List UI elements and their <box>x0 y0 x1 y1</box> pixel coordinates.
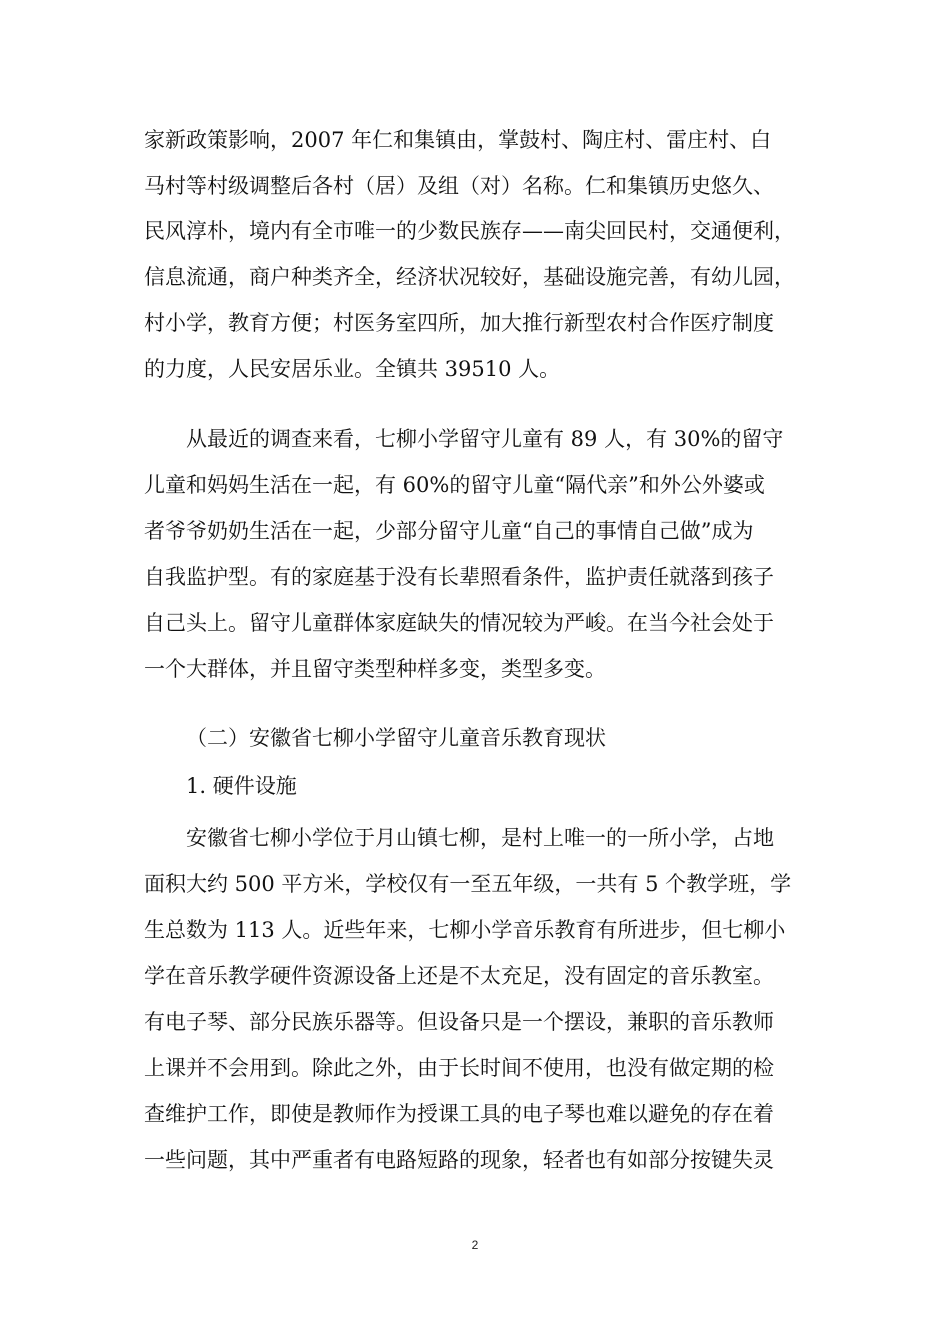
paragraph-3-line-1: 安徽省七柳小学位于月山镇七柳，是村上唯一的一所小学，占地 <box>186 826 774 850</box>
paragraph-2-line-1: 从最近的调查来看，七柳小学留守儿童有 89 人，有 30%的留守 <box>186 427 784 451</box>
paragraph-2-line-2: 儿童和妈妈生活在一起，有 60%的留守儿童“隔代亲”和外公外婆或 <box>144 473 765 497</box>
paragraph-2-line-6: 一个大群体，并且留守类型种样多变，类型多变。 <box>144 657 606 681</box>
paragraph-1-line-4: 信息流通，商户种类齐全，经济状况较好，基础设施完善，有幼儿园， <box>144 265 795 289</box>
paragraph-1-line-2: 马村等村级调整后各村（居）及组（对）名称。仁和集镇历史悠久、 <box>144 174 774 198</box>
paragraph-3-line-8: 一些问题，其中严重者有电路短路的现象，轻者也有如部分按键失灵 <box>144 1148 774 1172</box>
section-heading: （二）安徽省七柳小学留守儿童音乐教育现状 <box>186 726 606 750</box>
paragraph-2-line-3: 者爷爷奶奶生活在一起，少部分留守儿童“自己的事情自己做”成为 <box>144 519 754 543</box>
paragraph-2-line-5: 自己头上。留守儿童群体家庭缺失的情况较为严峻。在当今社会处于 <box>144 611 774 635</box>
paragraph-3-line-6: 上课并不会用到。除此之外，由于长时间不使用，也没有做定期的检 <box>144 1056 774 1080</box>
paragraph-3-line-2: 面积大约 500 平方米，学校仅有一至五年级，一共有 5 个教学班，学 <box>144 872 792 896</box>
paragraph-3-line-7: 查维护工作，即使是教师作为授课工具的电子琴也难以避免的存在着 <box>144 1102 774 1126</box>
paragraph-3-line-3: 生总数为 113 人。近些年来，七柳小学音乐教育有所进步，但七柳小 <box>144 918 786 942</box>
paragraph-3-line-4: 学在音乐教学硬件资源设备上还是不太充足，没有固定的音乐教室。 <box>144 964 774 988</box>
page-number: 2 <box>471 1238 479 1252</box>
paragraph-1-line-1: 家新政策影响，2007 年仁和集镇由，掌鼓村、陶庄村、雷庄村、白 <box>144 128 772 152</box>
subsection-heading: 1. 硬件设施 <box>186 774 297 798</box>
paragraph-2-line-4: 自我监护型。有的家庭基于没有长辈照看条件，监护责任就落到孩子 <box>144 565 774 589</box>
paragraph-1-line-3: 民风淳朴，境内有全市唯一的少数民族存——南尖回民村，交通便利， <box>144 219 795 243</box>
paragraph-1-line-5: 村小学，教育方便；村医务室四所，加大推行新型农村合作医疗制度 <box>144 311 774 335</box>
paragraph-1-line-6: 的力度，人民安居乐业。全镇共 39510 人。 <box>144 357 561 381</box>
paragraph-3-line-5: 有电子琴、部分民族乐器等。但设备只是一个摆设，兼职的音乐教师 <box>144 1010 774 1034</box>
